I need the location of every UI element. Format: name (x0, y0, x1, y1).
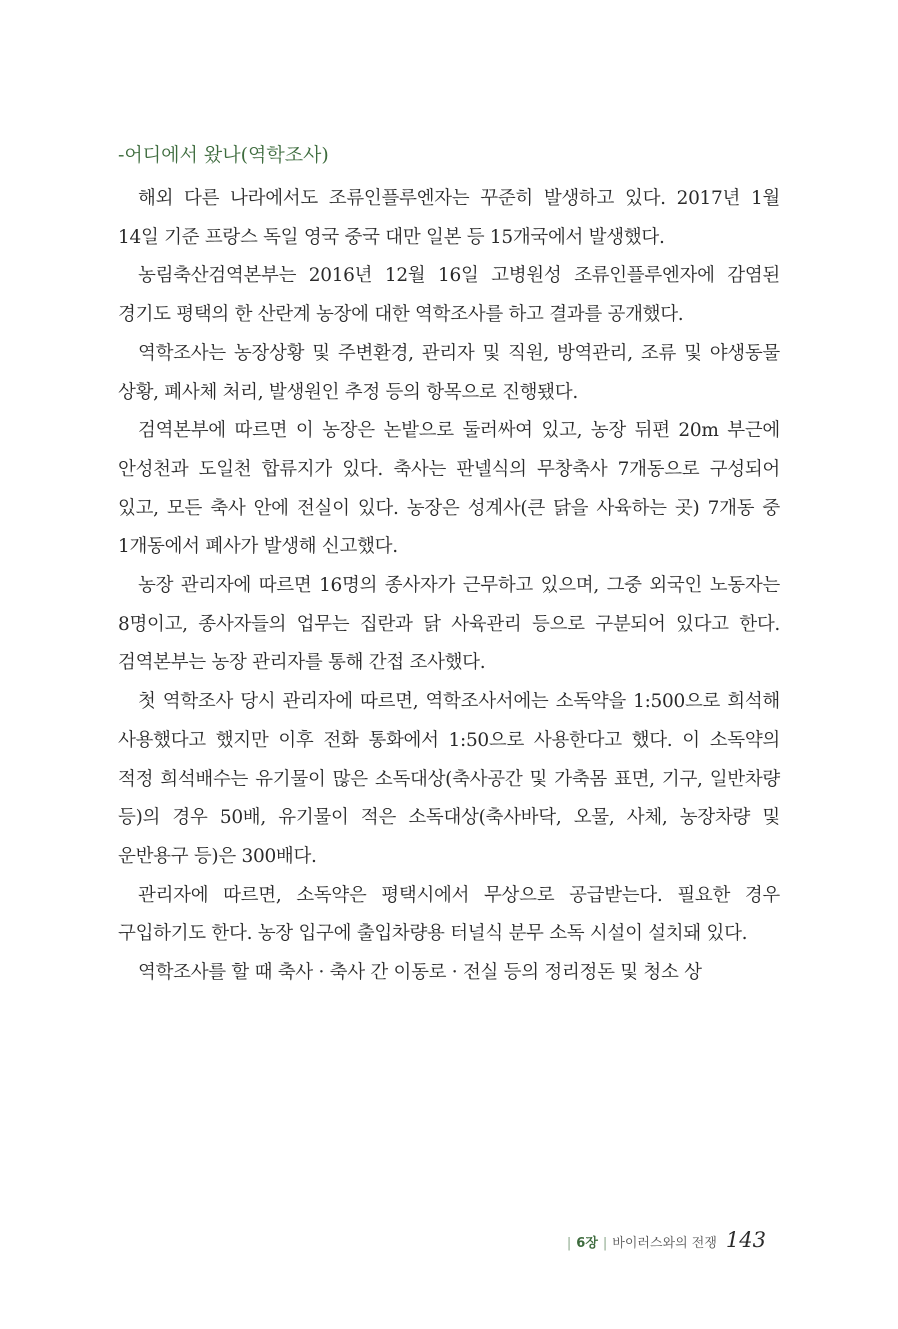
footer-separator: | (602, 1236, 608, 1251)
footer-chapter: 6장 (576, 1236, 598, 1251)
paragraph: 역학조사는 농장상황 및 주변환경, 관리자 및 직원, 방역관리, 조류 및 야생동물 상황, 폐사체 처리, 발생원인 추정 등의 항목으로 진행됐다. (118, 342, 780, 403)
paragraph: 해외 다른 나라에서도 조류인플루엔자는 꾸준히 발생하고 있다. 2017년 1월 14일 기준 프랑스 독일 영국 중국 대만 일본 등 15개국에서 발생했다. (118, 188, 780, 248)
paragraph: 농림축산검역본부는 2016년 12월 16일 고병원성 조류인플루엔자에 감염된 경기도 평택의 한 산란계 농장에 대한 역학조사를 하고 결과를 공개했다. (118, 265, 780, 326)
section-heading: -어디에서 왔나(역학조사) (118, 144, 329, 166)
paragraph: 관리자에 따르면, 소독약은 평택시에서 무상으로 공급받는다. 필요한 경우 구입하기도 한다. 농장 입구에 출입차량용 터널식 분무 소독 시설이 설치돼 있다. (118, 884, 780, 945)
footer-book-title: 바이러스와의 전쟁 (612, 1236, 717, 1251)
paragraph: 첫 역학조사 당시 관리자에 따르면, 역학조사서에는 소독약을 1:500으로 희석해 사용했다고 했지만 이후 전화 통화에서 1:50으로 사용한다고 했다. 이 소독약의 적정 희석배수는 유기물이 많은 소독대상(축사공간 및 가축몸 표면, 기구, 일반차량 등)의 경우 50배, 유기물이 적은 소독대상(축사바닥, 오물, 사체, 농장차량 및 운반용구 등)은 300배다. (118, 691, 780, 867)
page-footer (562, 1228, 766, 1254)
page-number: 143 (725, 1228, 766, 1252)
paragraph: 검역본부에 따르면 이 농장은 논밭으로 둘러싸여 있고, 농장 뒤편 20m 부근에 안성천과 도일천 합류지가 있다. 축사는 판넬식의 무창축사 7개동으로 구성되어 있고, 모든 축사 안에 전실이 있다. 농장은 성계사(큰 닭을 사육하는 곳) 7개동 중 1개동에서 폐사가 발생해 신고했다. (118, 420, 780, 558)
body-text (118, 180, 780, 993)
paragraph: 농장 관리자에 따르면 16명의 종사자가 근무하고 있으며, 그중 외국인 노동자는 8명이고, 종사자들의 업무는 집란과 닭 사육관리 등으로 구분되어 있다고 한다. 검역본부는 농장 관리자를 통해 간접 조사했다. (118, 575, 780, 674)
paragraph: 역학조사를 할 때 축사 · 축사 간 이동로 · 전실 등의 정리정돈 및 청소 상 (138, 962, 702, 984)
footer-separator: | (566, 1236, 572, 1251)
